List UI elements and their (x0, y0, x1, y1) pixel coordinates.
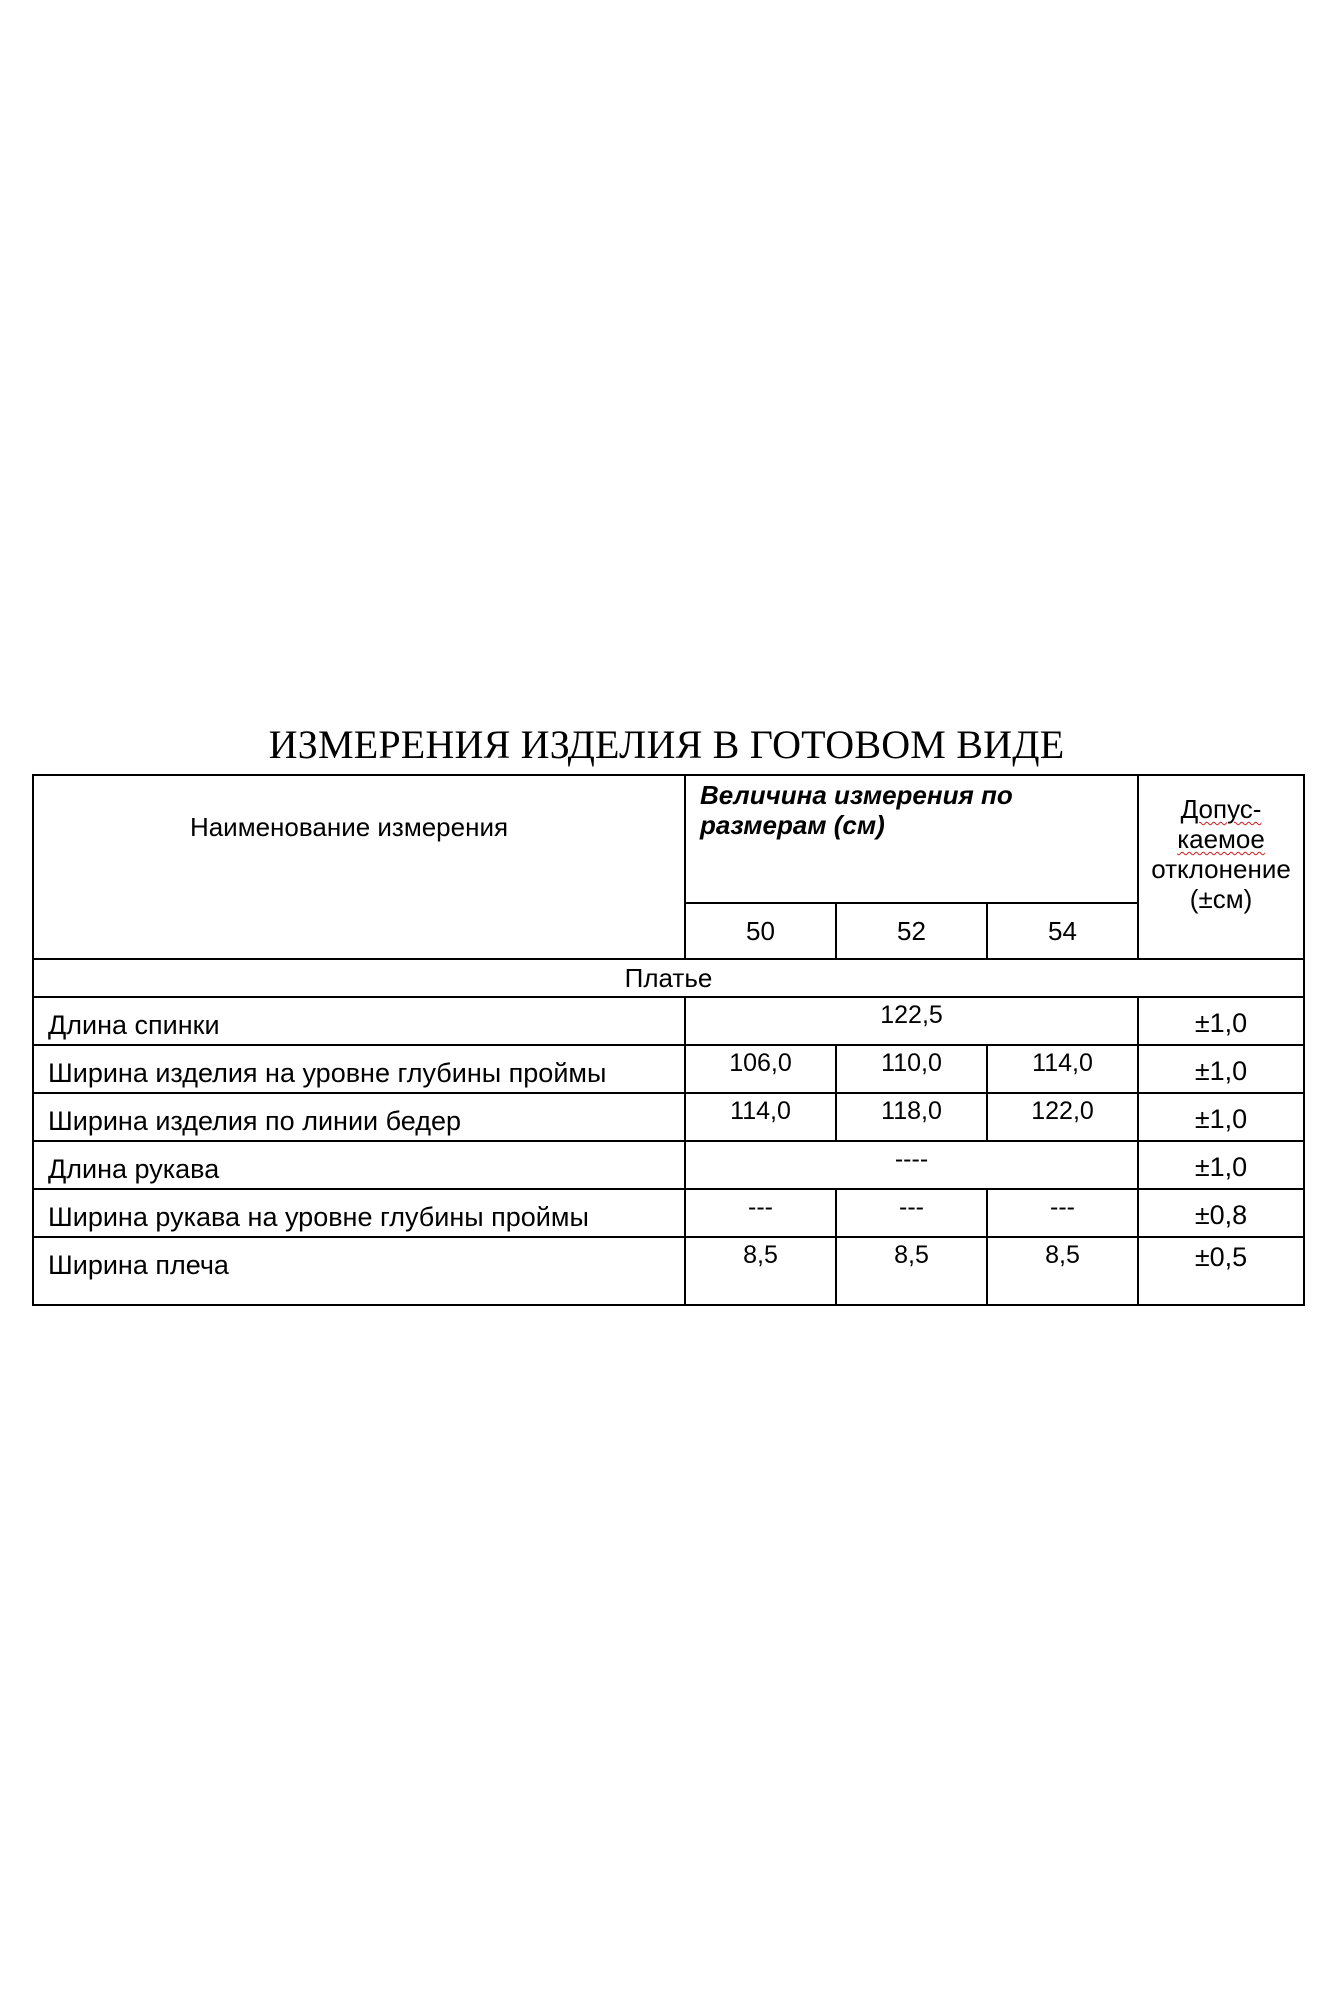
row-tolerance: ±1,0 (1138, 1141, 1304, 1189)
row-value-52: 110,0 (836, 1045, 987, 1093)
row-value-50: 106,0 (685, 1045, 836, 1093)
row-value-52: 8,5 (836, 1237, 987, 1305)
table-row (33, 1141, 1304, 1189)
row-value-50: 114,0 (685, 1093, 836, 1141)
row-value-52: --- (836, 1189, 987, 1237)
table-row (33, 997, 1304, 1045)
size-52-header: 52 (836, 903, 987, 959)
measurements-table (32, 774, 1305, 1306)
row-tolerance: ±0,5 (1138, 1237, 1304, 1305)
row-name: Ширина плеча (33, 1237, 685, 1305)
table-row (33, 1189, 1304, 1237)
row-tolerance: ±0,8 (1138, 1189, 1304, 1237)
row-value-54: 114,0 (987, 1045, 1138, 1093)
table-row (33, 1093, 1304, 1141)
row-value-54: 122,0 (987, 1093, 1138, 1141)
row-value-54: --- (987, 1189, 1138, 1237)
tolerance-line1: Допус- (1180, 794, 1262, 824)
row-merged-value: 122,5 (685, 997, 1138, 1045)
header-row (33, 775, 1304, 903)
row-value-54: 8,5 (987, 1237, 1138, 1305)
table-row (33, 1045, 1304, 1093)
row-name: Длина рукава (33, 1141, 685, 1189)
row-value-52: 118,0 (836, 1093, 987, 1141)
section-row (33, 959, 1304, 997)
row-value-50: --- (685, 1189, 836, 1237)
size-group-line1: Величина измерения по (700, 780, 1013, 810)
row-value-50: 8,5 (685, 1237, 836, 1305)
tolerance-line2: каемое (1177, 824, 1265, 854)
row-tolerance: ±1,0 (1138, 1093, 1304, 1141)
document-title: ИЗМЕРЕНИЯ ИЗДЕЛИЯ В ГОТОВОМ ВИДЕ (268, 722, 1065, 767)
tolerance-header (1138, 775, 1304, 959)
size-50-header: 50 (685, 903, 836, 959)
row-name: Длина спинки (33, 997, 685, 1045)
row-name: Ширина рукава на уровне глубины проймы (33, 1189, 685, 1237)
section-label: Платье (33, 959, 1304, 997)
row-tolerance: ±1,0 (1138, 1045, 1304, 1093)
tolerance-line4: (±см) (1189, 884, 1253, 914)
table-row (33, 1237, 1304, 1305)
size-group-line2: размерам (см) (700, 810, 885, 840)
row-name: Ширина изделия на уровне глубины проймы (33, 1045, 685, 1093)
row-name: Ширина изделия по линии бедер (33, 1093, 685, 1141)
measurement-name-header: Наименование измерения (33, 775, 685, 959)
tolerance-line3: отклонение (1151, 854, 1291, 884)
size-group-header (685, 775, 1138, 903)
row-merged-value: ---- (685, 1141, 1138, 1189)
size-54-header: 54 (987, 903, 1138, 959)
row-tolerance: ±1,0 (1138, 997, 1304, 1045)
